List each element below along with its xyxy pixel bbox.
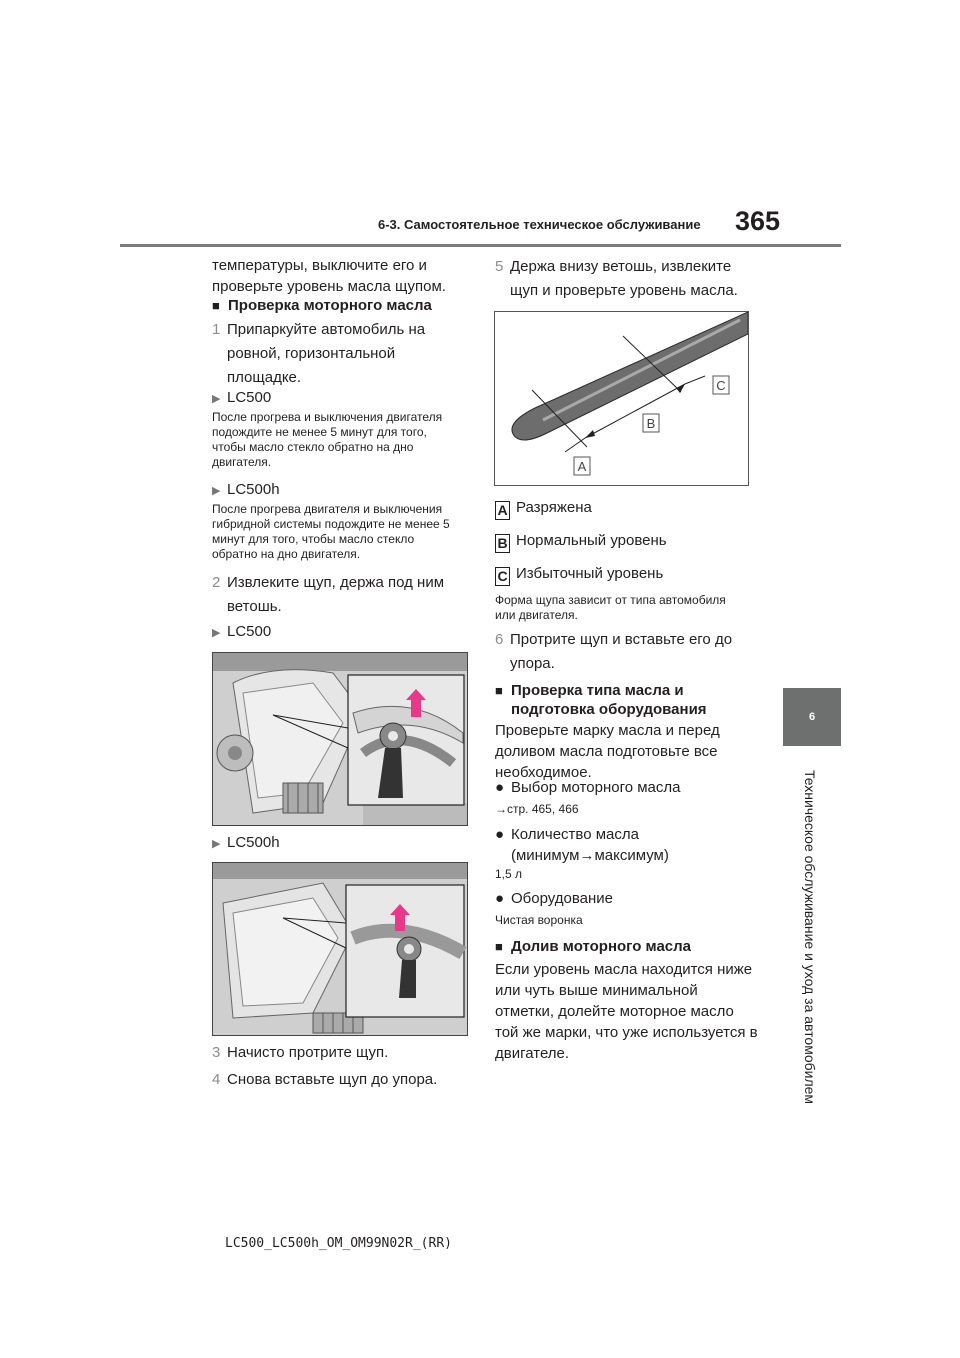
lc500-label-text: LC500 [227, 389, 272, 406]
legend-c-text: Избыточный уровень [516, 565, 664, 582]
bullet-oil-choice-ref: →стр. 465, 466 [495, 802, 579, 816]
step-5-line-2: щуп и проверьте уровень масла. [510, 282, 738, 299]
dipstick-note-line-1: Форма щупа зависит от типа автомобиля [495, 593, 726, 607]
heading-check-oil [212, 296, 472, 315]
heading-square-icon: ■ [495, 683, 503, 698]
heading-oil-type-line-2: подготовка оборудования [511, 701, 707, 718]
legend-a-key: A [495, 501, 510, 520]
lc500-note [212, 410, 472, 470]
step-2-line-2: ветошь. [227, 598, 282, 615]
refill-line-2: или чуть выше минимальной [495, 982, 698, 999]
lc500h-note-line-2: гибридной системы подождите не менее 5 [212, 517, 450, 531]
bullet-oil-choice-text: Выбор моторного масла [511, 779, 681, 796]
prep-line-1: Проверьте марку масла и перед [495, 722, 720, 739]
diagram-label-b: B [646, 416, 656, 431]
diagram-label-c: C [716, 378, 726, 393]
triangle-bullet-icon: ▶ [212, 838, 221, 850]
bullet-oil-quantity-value: 1,5 л [495, 867, 523, 881]
bullet-oil-quantity-line-2: (минимум→максимум) [511, 847, 669, 864]
bullet-oil-quantity-line-1: Количество масла [511, 826, 639, 843]
bullet-equipment-value: Чистая воронка [495, 913, 583, 927]
refill-line-3: отметки, долейте моторное масло [495, 1003, 734, 1020]
heading-square-icon: ■ [495, 939, 503, 954]
legend-a-text: Разряжена [516, 499, 592, 516]
intro-line-1: температуры, выключите его и [212, 257, 427, 274]
section-title: 6-3. Самостоятельное техническое обслуживание [378, 217, 701, 232]
refill-line-4: той же марки, что уже используется в [495, 1024, 758, 1041]
bullet-equipment [495, 888, 755, 909]
page-number: 365 [735, 206, 781, 236]
step-3 [212, 1041, 472, 1065]
step-2-number: 2 [212, 574, 221, 591]
step-4 [212, 1068, 472, 1092]
step-5 [495, 255, 755, 303]
refill-text [495, 959, 765, 1064]
step-5-line-1: Держа внизу ветошь, извлеките [510, 258, 732, 275]
step-6 [495, 628, 755, 676]
step-2-line-1: Извлеките щуп, держа под ним [227, 574, 445, 591]
dipstick-note-line-2: или двигателя. [495, 608, 578, 622]
legend-a [495, 497, 755, 520]
heading-refill-text: Долив моторного масла [511, 938, 692, 955]
bullet-dot-icon: ● [495, 826, 505, 843]
lc500-label [212, 387, 472, 410]
lc500h-note-line-1: После прогрева двигателя и выключения [212, 502, 443, 516]
lc500-note-line-2: подождите не менее 5 минут для того, [212, 425, 427, 439]
lc500h-note-line-3: минут для того, чтобы масло стекло [212, 532, 415, 546]
left-column [212, 255, 472, 297]
bullet-dot-icon: ● [495, 890, 505, 907]
legend-c [495, 563, 755, 586]
footer-doc-code: LC500_LC500h_OM_OM99N02R_(RR) [225, 1236, 452, 1251]
header-rule [120, 244, 841, 247]
triangle-bullet-icon: ▶ [212, 485, 221, 497]
heading-square-icon: ■ [212, 298, 220, 313]
legend-b-text: Нормальный уровень [516, 532, 667, 549]
photo2-label [212, 832, 472, 855]
heading-refill [495, 937, 755, 956]
dipstick-diagram-image [495, 312, 748, 485]
bullet-dot-icon: ● [495, 779, 505, 796]
legend-b-key: B [495, 534, 510, 553]
photo2-label-text: LC500h [227, 834, 280, 851]
bullet-oil-choice [495, 777, 755, 798]
photo1-label [212, 621, 472, 644]
lc500-note-line-1: После прогрева и выключения двигателя [212, 410, 443, 424]
legend-b [495, 530, 755, 553]
bullet-oil-quantity [495, 824, 755, 866]
step-4-number: 4 [212, 1071, 221, 1088]
heading-oil-type-line-1: Проверка типа масла и [511, 682, 684, 699]
engine-photo-lc500-image [213, 653, 467, 825]
lc500-note-line-4: двигателя. [212, 455, 272, 469]
triangle-bullet-icon: ▶ [212, 627, 221, 639]
step-1-line-3: площадке. [227, 369, 302, 386]
engine-photo-lc500h [212, 862, 468, 1036]
lc500h-label [212, 479, 472, 502]
chapter-side-title-text: Техническое обслуживание и уход за автомобилем [802, 770, 818, 1105]
dipstick-diagram [494, 311, 749, 486]
heading-oil-type [495, 681, 755, 719]
refill-line-1: Если уровень масла находится ниже [495, 961, 753, 978]
step-1-line-2: ровной, горизонтальной [227, 345, 396, 362]
intro-line-2: проверьте уровень масла щупом. [212, 278, 446, 295]
step-1-line-1: Припаркуйте автомобиль на [227, 321, 426, 338]
prep-line-2: доливом масла подготовьте все [495, 743, 718, 760]
prep-text [495, 720, 755, 783]
dipstick-note [495, 593, 755, 623]
lc500h-label-text: LC500h [227, 481, 280, 498]
prep-line-3: необходимое. [495, 764, 592, 781]
heading-check-oil-text: Проверка моторного масла [228, 297, 432, 314]
legend-c-key: C [495, 567, 510, 586]
photo1-label-text: LC500 [227, 623, 272, 640]
step-1-number: 1 [212, 321, 221, 338]
step-3-text: Начисто протрите щуп. [227, 1044, 389, 1061]
step-1 [212, 318, 472, 390]
engine-photo-lc500 [212, 652, 468, 826]
step-2 [212, 571, 472, 619]
step-3-number: 3 [212, 1044, 221, 1061]
engine-photo-lc500h-image [213, 863, 467, 1035]
diagram-label-a: A [577, 459, 587, 474]
refill-line-5: двигателе. [495, 1045, 570, 1062]
triangle-bullet-icon: ▶ [212, 393, 221, 405]
lc500-note-line-3: чтобы масло стекло обратно на дно [212, 440, 414, 454]
step-6-line-1: Протрите щуп и вставьте его до [510, 631, 733, 648]
lc500h-note-line-4: обратно на дно двигателя. [212, 547, 361, 561]
step-6-line-2: упора. [510, 655, 555, 672]
step-5-number: 5 [495, 258, 504, 275]
chapter-tab: 6 [783, 688, 841, 746]
chapter-side-title [790, 770, 830, 1110]
step-4-text: Снова вставьте щуп до упора. [227, 1071, 438, 1088]
bullet-equipment-text: Оборудование [511, 890, 614, 907]
step-6-number: 6 [495, 631, 504, 648]
lc500h-note [212, 502, 472, 562]
